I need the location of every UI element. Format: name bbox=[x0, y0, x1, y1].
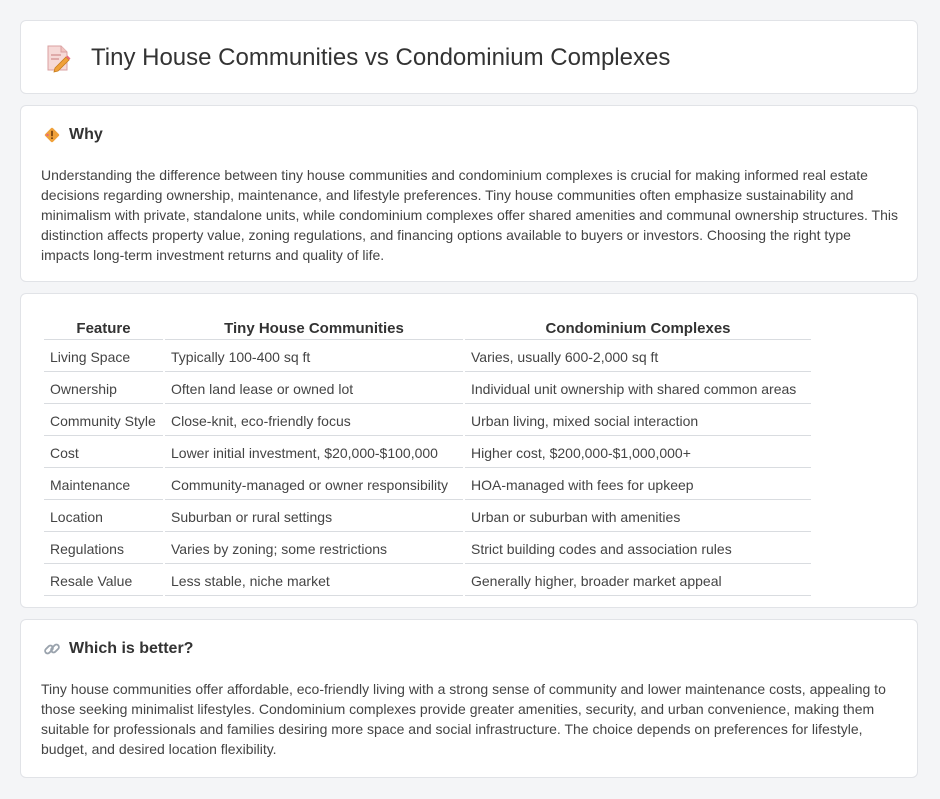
feature-cell: Living Space bbox=[44, 342, 163, 372]
condominium-cell: Urban or suburban with amenities bbox=[465, 502, 811, 532]
condominium-cell: Strict building codes and association rules bbox=[465, 534, 811, 564]
condominium-cell: HOA-managed with fees for upkeep bbox=[465, 470, 811, 500]
feature-cell: Cost bbox=[44, 438, 163, 468]
tiny-house-cell: Typically 100-400 sq ft bbox=[165, 342, 463, 372]
why-text: Understanding the difference between tiny house communities and condominium complexes is crucial for making informed real estate decisions regarding ownership, maintenance, and lifestyle preferences. Tiny house communities often emphasize sustainability and minimalism with private, standalone units, while condominium complexes offer shared amenities and communal ownership structures. This distinction affects property value, zoning regulations, and financing options available to buyers or investors. Choosing the right type impacts long-term investment returns and quality of life. bbox=[41, 167, 898, 263]
header-feature: Feature bbox=[44, 319, 163, 340]
feature-cell: Community Style bbox=[44, 406, 163, 436]
feature-cell: Location bbox=[44, 502, 163, 532]
diamond-caution-icon bbox=[43, 126, 61, 144]
title-card bbox=[20, 20, 918, 94]
better-heading: Which is better? bbox=[69, 640, 194, 657]
tiny-house-cell: Lower initial investment, $20,000-$100,000 bbox=[165, 438, 463, 468]
document-pencil-icon bbox=[45, 43, 71, 73]
condominium-cell: Individual unit ownership with shared common areas bbox=[465, 374, 811, 404]
feature-cell: Resale Value bbox=[44, 566, 163, 596]
condominium-cell: Urban living, mixed social interaction bbox=[465, 406, 811, 436]
table-row bbox=[44, 438, 811, 468]
table-row bbox=[44, 566, 811, 596]
page-title: Tiny House Communities vs Condominium Complexes bbox=[91, 44, 671, 71]
why-heading: Why bbox=[69, 126, 103, 143]
better-header bbox=[43, 640, 193, 658]
feature-cell: Maintenance bbox=[44, 470, 163, 500]
condominium-cell: Generally higher, broader market appeal bbox=[465, 566, 811, 596]
link-icon bbox=[43, 640, 61, 658]
tiny-house-cell: Often land lease or owned lot bbox=[165, 374, 463, 404]
table-header-row bbox=[44, 319, 811, 340]
better-text: Tiny house communities offer affordable, eco-friendly living with a strong sense of community and lower maintenance costs, appealing to those seeking minimalist lifestyles. Condominium complexes provide greater amenities, security, and urban convenience, making them suitable for professionals and families desiring more space and social infrastructure. The choice depends on preferences for lifestyle, budget, and desired location flexibility. bbox=[41, 681, 886, 757]
table-row bbox=[44, 342, 811, 372]
tiny-house-cell: Suburban or rural settings bbox=[165, 502, 463, 532]
table-row bbox=[44, 534, 811, 564]
table-row bbox=[44, 374, 811, 404]
why-section bbox=[20, 105, 918, 282]
which-is-better-section bbox=[20, 619, 918, 778]
tiny-house-cell: Close-knit, eco-friendly focus bbox=[165, 406, 463, 436]
comparison-table bbox=[42, 317, 813, 598]
tiny-house-cell: Varies by zoning; some restrictions bbox=[165, 534, 463, 564]
tiny-house-cell: Less stable, niche market bbox=[165, 566, 463, 596]
condominium-cell: Varies, usually 600-2,000 sq ft bbox=[465, 342, 811, 372]
table-row bbox=[44, 502, 811, 532]
why-header bbox=[43, 126, 103, 144]
table-row bbox=[44, 406, 811, 436]
feature-cell: Regulations bbox=[44, 534, 163, 564]
table-row bbox=[44, 470, 811, 500]
condominium-cell: Higher cost, $200,000-$1,000,000+ bbox=[465, 438, 811, 468]
page-header bbox=[45, 43, 670, 73]
header-condominium: Condominium Complexes bbox=[465, 319, 811, 340]
comparison-section bbox=[20, 293, 918, 608]
tiny-house-cell: Community-managed or owner responsibility bbox=[165, 470, 463, 500]
header-tiny-house: Tiny House Communities bbox=[165, 319, 463, 340]
feature-cell: Ownership bbox=[44, 374, 163, 404]
